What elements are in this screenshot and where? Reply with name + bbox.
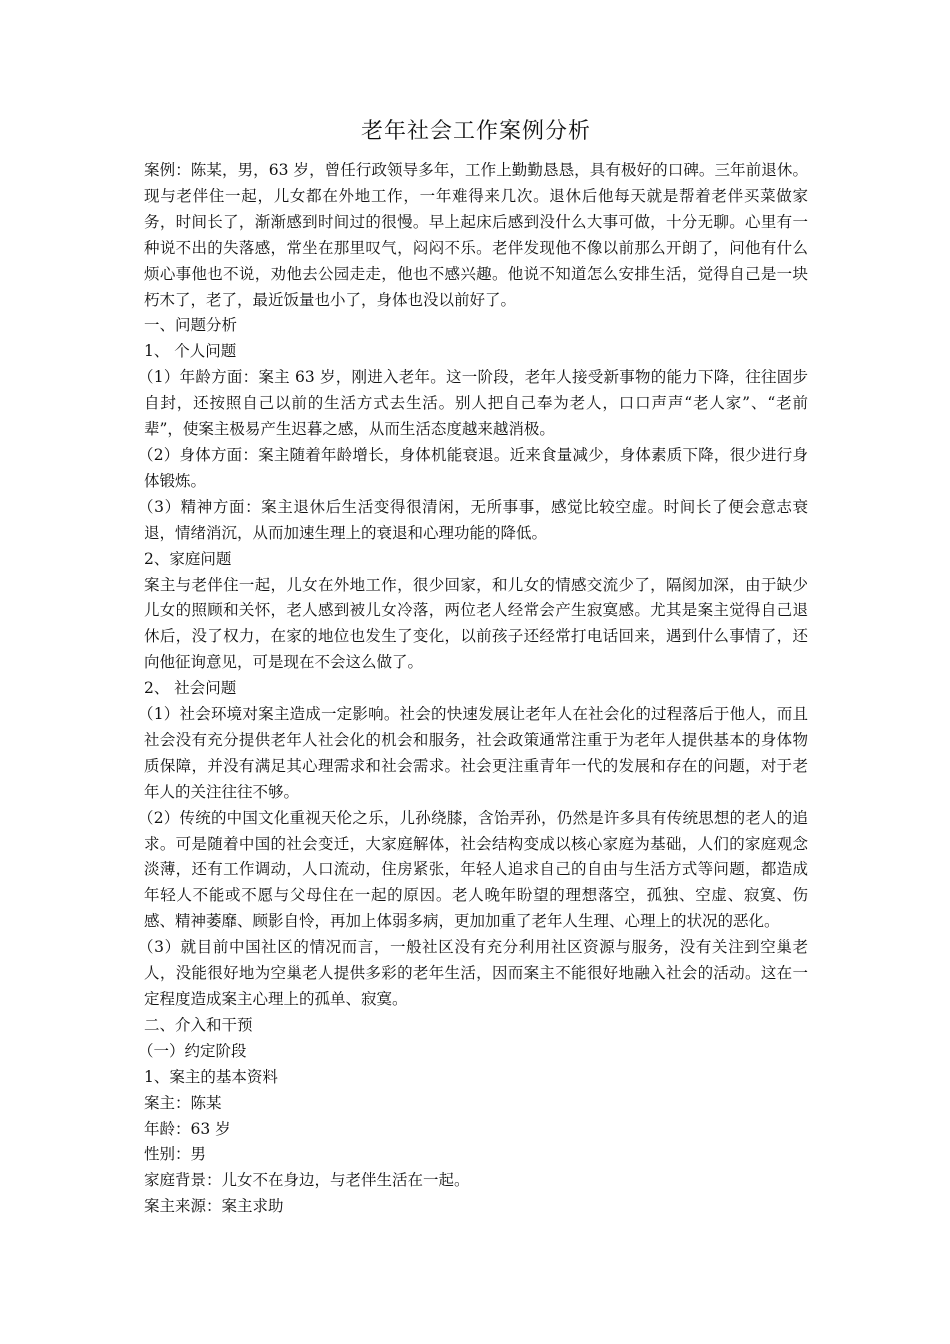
section-heading-intervention: 二、介入和干预 <box>144 1015 253 1034</box>
client-name: 案主：陈某 <box>144 1093 222 1112</box>
client-age: 年龄：63 岁 <box>144 1119 231 1138</box>
paragraph-community-situation: （3）就目前中国社区的情况而言，一般社区没有充分利用社区资源与服务，没有关注到空巢老人，没能很好地为空巢老人提供多彩的老年生活，因而案主不能很好地融入社会的活动。这在一定程度造成案主心理上的孤单、寂寞。 <box>138 938 808 1008</box>
subheading-family-problems: 2、家庭问题 <box>144 549 232 568</box>
paragraph-social-environment: （1）社会环境对案主造成一定影响。社会的快速发展让老年人在社会化的过程落后于他人，而且社会没有充分提供老年人社会化的机会和服务，社会政策通常注重于为老年人提供基本的身体物质保障，并没有满足其心理需求和社会需求。社会更注重青年一代的发展和存在的问题，对于老年人的关注往往不够。 <box>138 705 808 801</box>
section-heading-problem-analysis: 一、问题分析 <box>144 316 238 335</box>
client-gender: 性别：男 <box>144 1145 207 1164</box>
case-description-paragraph: 案例：陈某，男，63 岁，曾任行政领导多年，工作上勤勤恳恳，具有极好的口碑。三年前退休。现与老伴住一起，儿女都在外地工作，一年难得来几次。退休后他每天就是帮着老伴买菜做家务，时间长了，渐渐感到时间过的很慢。早上起床后感到没什么大事可做，十分无聊。心里有一种说不出的失落感，常坐在那里叹气，闷闷不乐。老伴发现他不像以前那么开朗了，问他有什么烦心事他也不说，劝他去公园走走，他也不感兴趣。他说不知道怎么安排生活，觉得自己是一块朽木了，老了，最近饭量也小了，身体也没以前好了。 <box>144 161 808 309</box>
client-source: 案主来源：案主求助 <box>144 1197 284 1216</box>
subheading-social-problems: 2、 社会问题 <box>144 679 237 698</box>
subheading-agreement-stage: （一）约定阶段 <box>138 1041 247 1060</box>
subheading-personal-problems: 1、 个人问题 <box>144 342 237 361</box>
subheading-client-basic-info: 1、案主的基本资料 <box>144 1067 278 1086</box>
paragraph-traditional-culture: （2）传统的中国文化重视天伦之乐，儿孙绕膝，含饴弄孙，仍然是许多具有传统思想的老人的追求。可是随着中国的社会变迁，大家庭解体，社会结构变成以核心家庭为基础，人们的家庭观念淡薄，还有工作调动，人口流动，住房紧张，年轻人追求自己的自由与生活方式等问题，都造成年轻人不能或不愿与父母住在一起的原因。老人晚年盼望的理想落空，孤独、空虚、寂寞、伤感、精神萎靡、顾影自怜，再加上体弱多病，更加加重了老年人生理、心理上的状况的恶化。 <box>138 808 808 931</box>
document-page <box>138 112 808 1220</box>
paragraph-age-aspect: （1）年龄方面：案主 63 岁，刚进入老年。这一阶段，老年人接受新事物的能力下降，往往固步自封，还按照自己以前的生活方式去生活。别人把自己奉为老人，口口声声“老人家”、“老前辈”，使案主极易产生迟暮之感，从而生活态度越来越消极。 <box>138 368 808 439</box>
paragraph-family-problems: 案主与老伴住一起，儿女在外地工作，很少回家，和儿女的情感交流少了，隔阂加深，由于缺少儿女的照顾和关怀，老人感到被儿女冷落，两位老人经常会产生寂寞感。尤其是案主觉得自己退休后，没了权力，在家的地位也发生了变化，以前孩子还经常打电话回来，遇到什么事情了，还向他征询意见，可是现在不会这么做了。 <box>144 575 808 672</box>
client-family-background: 家庭背景：儿女不在身边，与老伴生活在一起。 <box>144 1171 470 1190</box>
paragraph-mental-aspect: （3）精神方面：案主退休后生活变得很清闲，无所事事，感觉比较空虚。时间长了便会意志衰退，情绪消沉，从而加速生理上的衰退和心理功能的降低。 <box>138 497 808 542</box>
paragraph-body-aspect: （2）身体方面：案主随着年龄增长，身体机能衰退。近来食量减少，身体素质下降，很少进行身体锻炼。 <box>138 445 808 490</box>
document-title: 老年社会工作案例分析 <box>360 119 591 144</box>
